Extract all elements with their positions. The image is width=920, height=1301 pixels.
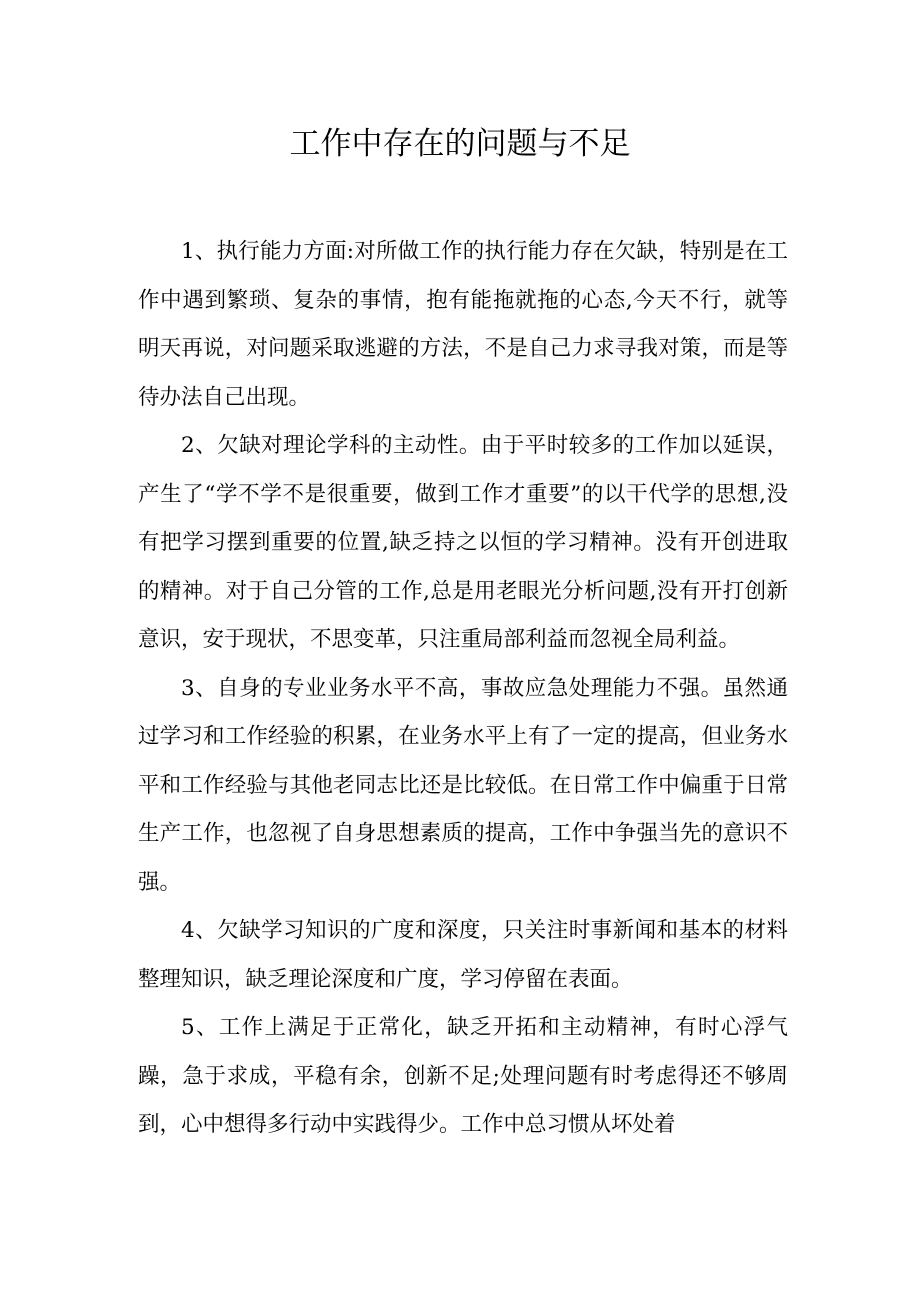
document-title: 工作中存在的问题与不足: [289, 126, 631, 162]
paragraph-2: 2、欠缺对理论学科的主动性。由于平时较多的工作加以延误，产生了“学不学不是很重要，做到工作才重要”的以干代学的思想,没有把学习摆到重要的位置,缺乏持之以恒的学习精神。没有开创进取的精神。对于自己分管的工作,总是用老眼光分析问题,没有开打创新意识，安于现状，不思变革，只注重局部利益而忽视全局利益。: [138, 433, 788, 652]
paragraph-5: 5、工作上满足于正常化，缺乏开拓和主动精神，有时心浮气躁，急于求成，平稳有余，创新不足;处理问题有时考虑得还不够周到，心中想得多行动中实践得少。工作中总习惯从坏处着: [138, 1015, 788, 1137]
document-body: [138, 228, 788, 1150]
paragraph-4: 4、欠缺学习知识的广度和深度，只关注时事新闻和基本的材料整理知识，缺乏理论深度和广度，学习停留在表面。: [138, 918, 788, 992]
paragraph-3: 3、自身的专业业务水平不高，事故应急处理能力不强。虽然通过学习和工作经验的积累，在业务水平上有了一定的提高，但业务水平和工作经验与其他老同志比还是比较低。在日常工作中偏重于日常生产工作，也忽视了自身思想素质的提高，工作中争强当先的意识不强。: [138, 675, 788, 895]
paragraph-1: 1、执行能力方面:对所做工作的执行能力存在欠缺，特别是在工作中遇到繁琐、复杂的事情，抱有能拖就拖的心态,今天不行，就等明天再说，对问题采取逃避的方法，不是自己力求寻我对策，而是等待办法自己出现。: [138, 239, 788, 410]
